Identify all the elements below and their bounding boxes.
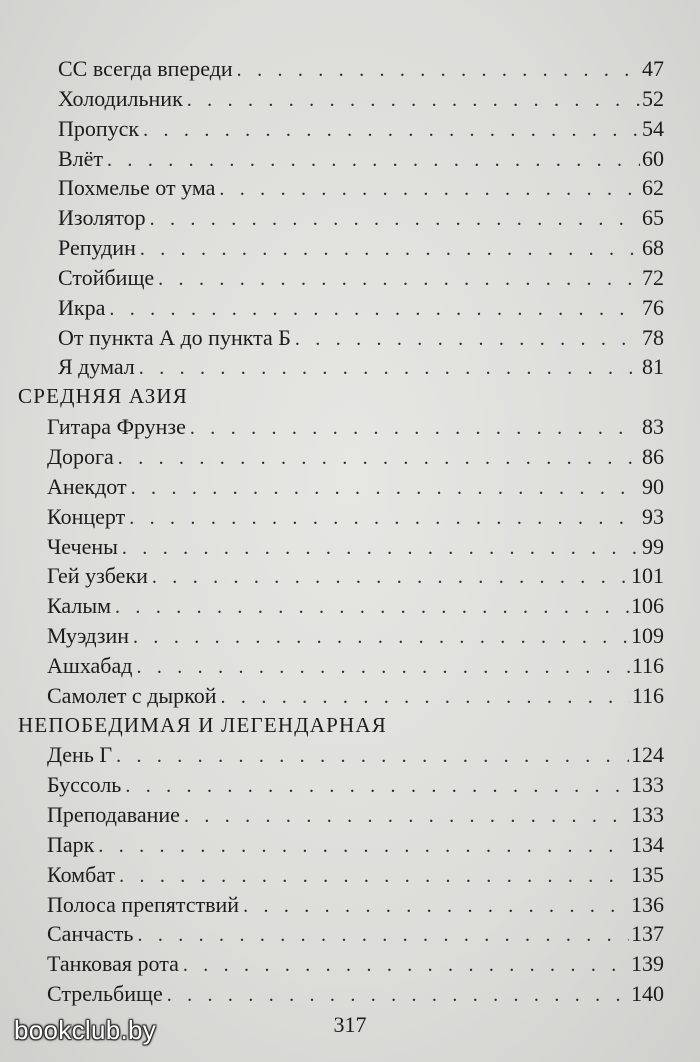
toc-row (0, 323, 700, 353)
toc-entry (58, 263, 664, 295)
toc-row (0, 84, 700, 114)
toc-row (0, 681, 700, 711)
entry-title: Изолятор (58, 205, 146, 231)
entry-page-number: 140 (631, 981, 664, 1007)
toc-row (0, 651, 700, 681)
entry-title: Холодильник (58, 85, 183, 111)
toc-entry (47, 621, 664, 653)
entry-page-number: 116 (631, 652, 664, 678)
entry-title: Чечены (47, 533, 118, 559)
entry-page-number: 65 (642, 205, 664, 231)
toc-row (0, 949, 700, 979)
entry-title: Анекдот (47, 473, 127, 499)
leader-dots (152, 563, 629, 593)
leader-dots (183, 951, 629, 981)
leader-dots (295, 325, 640, 355)
entry-title: От пункта А до пункта Б (58, 324, 291, 350)
entry-title: Стойбище (58, 264, 155, 290)
toc-row (0, 203, 700, 233)
entry-page-number: 124 (631, 742, 664, 768)
toc-row (0, 890, 700, 920)
toc-entry (58, 84, 664, 116)
entry-page-number: 93 (642, 503, 664, 529)
leader-dots (116, 742, 629, 772)
toc-row (0, 830, 700, 860)
leader-dots (107, 146, 640, 176)
entry-title: Икра (58, 294, 106, 320)
entry-page-number: 76 (642, 294, 664, 320)
entry-title: День Г (47, 742, 113, 768)
entry-page-number: 90 (642, 473, 664, 499)
entry-page-number: 133 (631, 802, 664, 828)
toc-entry (47, 472, 664, 504)
toc-entry (58, 233, 664, 265)
toc-row (0, 502, 700, 532)
entry-title: Парк (47, 831, 95, 857)
leader-dots (98, 832, 629, 862)
toc-entry (47, 830, 664, 862)
toc-row (0, 800, 700, 830)
leader-dots (190, 414, 640, 444)
section-heading: НЕПОБЕДИМАЯ И ЛЕГЕНДАРНАЯ (18, 712, 387, 737)
entry-page-number: 54 (642, 115, 664, 141)
toc-row (0, 472, 700, 502)
toc-entry (58, 114, 664, 146)
entry-title: Санчасть (47, 921, 134, 947)
entry-title: Влёт (58, 145, 104, 171)
toc-section-row (0, 711, 700, 741)
toc-row (0, 263, 700, 293)
toc-entry (47, 890, 664, 922)
entry-page-number: 99 (642, 533, 664, 559)
entry-page-number: 134 (631, 831, 664, 857)
leader-dots (237, 56, 640, 86)
entry-title: Буссоль (47, 772, 122, 798)
entry-page-number: 47 (642, 56, 664, 81)
toc-row (0, 979, 700, 1009)
entry-title: Ашхабад (47, 652, 133, 678)
toc-entry (47, 681, 664, 713)
entry-page-number: 72 (642, 264, 664, 290)
entry-page-number: 106 (631, 593, 664, 619)
toc-entry (47, 770, 664, 802)
toc-row (0, 532, 700, 562)
toc-entry (47, 800, 664, 832)
entry-title: Концерт (47, 503, 126, 529)
leader-dots (115, 593, 629, 623)
toc-entry (47, 412, 664, 444)
entry-title: Я думал (58, 354, 135, 380)
entry-title: Преподавание (47, 802, 180, 828)
leader-dots (158, 265, 640, 295)
entry-title: Комбат (47, 861, 116, 887)
toc-row (0, 352, 700, 382)
leader-dots (187, 86, 640, 116)
leader-dots (143, 116, 640, 146)
toc-entry (47, 860, 664, 892)
toc-entry (58, 144, 664, 176)
leader-dots (109, 295, 640, 325)
toc-row (0, 54, 700, 84)
entry-page-number: 81 (642, 354, 664, 380)
entry-page-number: 139 (631, 951, 664, 977)
toc-row (0, 770, 700, 800)
entry-title: Танковая рота (47, 951, 179, 977)
leader-dots (139, 354, 640, 384)
leader-dots (125, 772, 629, 802)
toc-row (0, 114, 700, 144)
toc-entry (47, 919, 664, 951)
toc-row (0, 144, 700, 174)
toc-row (0, 442, 700, 472)
toc-row (0, 740, 700, 770)
toc-entry (47, 949, 664, 981)
leader-dots (136, 653, 629, 683)
entry-page-number: 52 (642, 85, 664, 111)
entry-page-number: 62 (642, 175, 664, 201)
entry-page-number: 83 (642, 414, 664, 440)
entry-page-number: 60 (642, 145, 664, 171)
leader-dots (129, 504, 640, 534)
leader-dots (184, 802, 629, 832)
toc-row (0, 412, 700, 442)
entry-title: Стрельбище (47, 981, 163, 1007)
toc-row (0, 233, 700, 263)
toc-entry (47, 651, 664, 683)
toc-entry (58, 323, 664, 355)
toc-entry (47, 979, 664, 1011)
toc-entry (58, 352, 664, 384)
entry-title: СС всегда впереди (58, 56, 233, 81)
toc-entry (47, 502, 664, 534)
entry-page-number: 86 (642, 443, 664, 469)
toc-entry (47, 591, 664, 623)
entry-page-number: 109 (631, 623, 664, 649)
toc-entry (58, 203, 664, 235)
entry-page-number: 135 (631, 861, 664, 887)
table-of-contents (0, 54, 700, 1009)
entry-title: Дорога (47, 443, 114, 469)
toc-entry (58, 173, 664, 205)
toc-row (0, 919, 700, 949)
entry-title: Самолет с дыркой (47, 682, 217, 708)
toc-row (0, 591, 700, 621)
leader-dots (219, 175, 640, 205)
leader-dots (122, 534, 640, 564)
leader-dots (118, 444, 640, 474)
toc-entry (58, 293, 664, 325)
entry-page-number: 137 (631, 921, 664, 947)
leader-dots (137, 921, 629, 951)
leader-dots (119, 862, 629, 892)
toc-entry (47, 442, 664, 474)
entry-page-number: 101 (631, 563, 664, 589)
leader-dots (150, 205, 640, 235)
leader-dots (243, 892, 629, 922)
entry-title: Похмелье от ума (58, 175, 216, 201)
toc-entry (58, 54, 664, 86)
entry-page-number: 68 (642, 235, 664, 261)
entry-title: Гей узбеки (47, 563, 148, 589)
leader-dots (167, 981, 629, 1011)
entry-title: Пропуск (58, 115, 140, 141)
toc-row (0, 173, 700, 203)
site-watermark: bookclub.by (14, 1015, 157, 1045)
toc-entry (47, 561, 664, 593)
toc-section-row (0, 382, 700, 412)
entry-title: Калым (47, 593, 112, 619)
page-number: 317 (333, 1012, 367, 1037)
toc-row (0, 860, 700, 890)
leader-dots (140, 235, 640, 265)
entry-page-number: 116 (631, 682, 664, 708)
toc-row (0, 293, 700, 323)
toc-entry (47, 532, 664, 564)
toc-row (0, 621, 700, 651)
entry-title: Полоса препятствий (47, 891, 240, 917)
section-heading: СРЕДНЯЯ АЗИЯ (18, 384, 189, 409)
toc-row (0, 561, 700, 591)
leader-dots (133, 623, 629, 653)
toc-entry (47, 740, 664, 772)
entry-title: Муэдзин (47, 623, 130, 649)
entry-page-number: 133 (631, 772, 664, 798)
entry-page-number: 136 (631, 891, 664, 917)
leader-dots (131, 474, 640, 504)
entry-title: Гитара Фрунзе (47, 414, 186, 440)
entry-title: Репудин (58, 235, 136, 261)
leader-dots (221, 683, 630, 713)
entry-page-number: 78 (642, 324, 664, 350)
